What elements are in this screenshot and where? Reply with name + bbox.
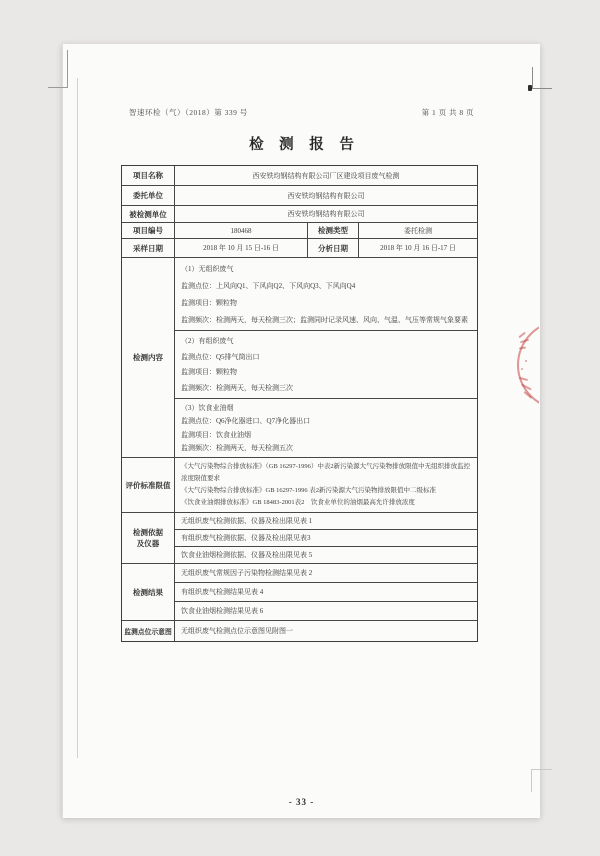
content-line: 监测点位：Q5排气筒出口 [181,352,260,361]
basis-line: 饮食业油烟检测依据、仪器及检出限见表 5 [181,551,313,559]
test-content-sections [175,258,477,457]
basis-line: 有组织废气检测依据、仪器及检出限见表3 [175,530,477,547]
content-line: （1）无组织废气 [181,264,234,273]
table-row-standards [122,458,477,513]
test-content-section-3 [175,399,477,457]
row-label: 被检测单位 [122,206,175,222]
table-row-test-content [122,258,477,458]
crop-mark-top-right [532,67,533,89]
basis-line: 无组织废气检测依据、仪器及检出限见表 1 [175,513,477,530]
row-label: 项目编号 [122,223,175,238]
row-label [122,513,175,563]
report-title: 检 测 报 告 [249,137,360,153]
red-seal-fragment [521,368,523,370]
row-label: 检测类型 [308,223,359,238]
client-unit-value: 西安铁均钢结构有限公司 [287,191,365,200]
row-label: 监测点位示意图 [122,621,175,641]
row-label: 检测内容 [122,258,175,457]
content-line: 监测项目：饮食业油烟 [181,430,251,439]
crop-mark-top-right-dot [528,85,532,91]
diagram-cell [175,621,477,641]
basis-sub-rows [175,513,477,563]
footer-page-number: - 33 - [288,797,315,807]
result-line: 饮食业油烟检测结果见表 6 [181,607,264,615]
test-content-section-1 [175,258,477,331]
row-label: 委托单位 [122,186,175,205]
table-row-project-no [122,223,477,239]
project-name-value: 西安铁均钢结构有限公司厂区建设项目废气检测 [252,171,400,180]
table-row-results [122,564,477,621]
crop-mark-top-left [67,50,68,88]
test-type-value: 委托检测 [404,226,432,235]
content-line: 监测频次：检测两天，每天检测三次 [181,384,293,393]
standard-line: 《饮食业油烟排放标准》GB 18483-2001表2 饮食业单位的油烟最高允许排放浓度 [181,499,415,507]
report-page [62,44,540,818]
crop-mark-top-left [48,87,68,88]
row-label: 采样日期 [122,239,175,257]
row-label-text: 检测依据及仪器 [133,528,163,548]
content-line: 监测点位：上风向Q1、下风向Q2、下风向Q3、下风向Q4 [181,281,356,290]
content-line: 监测点位：Q6净化器进口、Q7净化器出口 [181,417,311,426]
report-info-table [121,165,478,642]
table-row-tested-unit [122,206,477,223]
standard-line: 《大气污染物综合排放标准》（GB 16297-1996）中表2新污染源大气污染物排放限值中无组织排放监控浓度限值要求 [181,462,471,482]
red-seal-stamp [505,316,539,416]
table-row-basis [122,513,477,564]
red-seal-fragment [518,332,525,338]
result-line: 有组织废气检测结果见表 4 [175,583,477,602]
page-fold-line [77,78,78,758]
doc-number: 智速环检（气）（2018）第 339 号 [129,108,248,117]
row-label: 评价标准限值 [122,458,175,512]
table-row-dates [122,239,477,258]
result-line: 无组织废气常规因子污染物检测结果见表 2 [175,564,477,583]
content-line: 监测频次：检测两天，每天检测五次 [181,444,293,453]
tested-unit-value: 西安铁均钢结构有限公司 [287,210,365,218]
row-label: 检测结果 [122,564,175,620]
project-no-value: 180468 [175,223,308,238]
content-line: 监测项目：颗粒物 [181,298,237,307]
page-indicator: 第 1 页 共 8 页 [421,108,474,117]
table-row-client-unit [122,186,477,206]
page-header [129,107,474,118]
content-line: （2）有组织废气 [181,336,234,345]
content-line: （3）饮食业油烟 [181,403,234,412]
content-line: 监测项目：颗粒物 [181,368,237,377]
row-label: 项目名称 [122,166,175,185]
table-row-diagram [122,621,477,641]
table-row-project-name [122,166,477,186]
content-line: 监测频次：检测两天，每天检测三次；监测同时记录风速、风向、气温、气压等常规气象要素 [181,315,468,324]
analysis-date-value: 2018 年 10 月 16 日-17 日 [380,244,456,252]
standard-line: 《大气污染物综合排放标准》GB 16297-1996 表2新污染源大气污染物排放限值中二级标准 [181,487,436,494]
crop-mark-top-right [532,88,552,89]
diagram-value: 无组织废气检测点位示意图见附图一 [181,627,293,635]
crop-mark-bottom-right [531,769,552,770]
test-content-section-2 [175,331,477,399]
row-label: 分析日期 [308,239,359,257]
sampling-date-value: 2018 年 10 月 15 日-16 日 [175,239,308,257]
crop-mark-bottom-right [531,769,532,792]
standards-lines [175,458,477,512]
red-seal-fragment [525,360,527,362]
results-sub-rows [175,564,477,620]
